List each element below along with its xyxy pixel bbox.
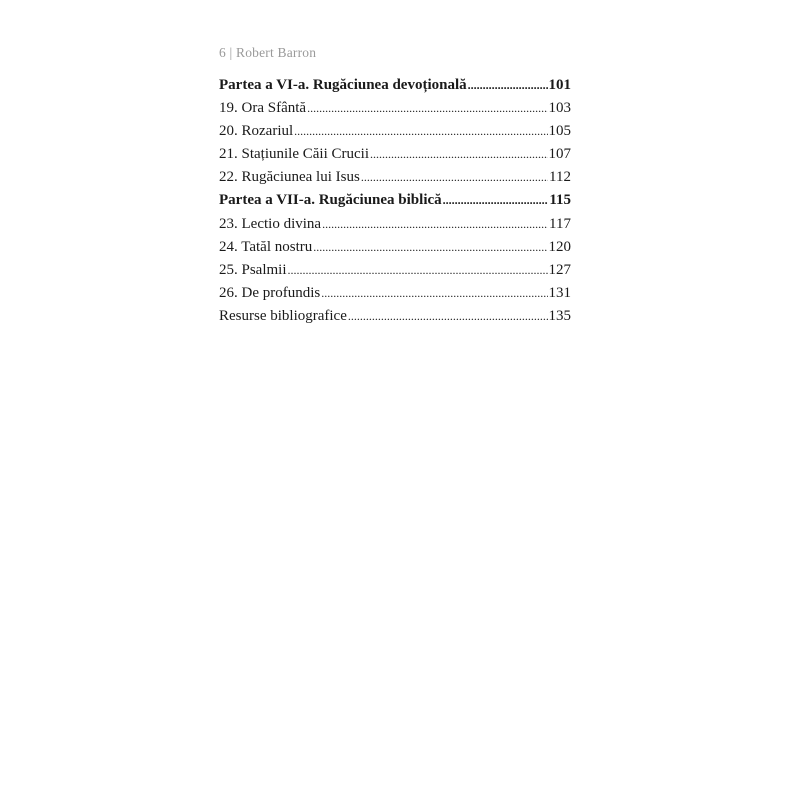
- toc-dot-leader: [313, 236, 547, 259]
- toc-entry-chapter: [219, 97, 571, 120]
- toc-dot-leader: [321, 282, 547, 305]
- toc-entry-page-number: 120: [548, 238, 571, 255]
- toc-dot-leader: [322, 213, 548, 236]
- toc-entry-page-number: 105: [548, 123, 571, 140]
- toc-entry-title: 25. Psalmii: [219, 261, 287, 278]
- toc-entry-page-number: 131: [548, 284, 571, 301]
- toc-entry-chapter: [219, 213, 571, 236]
- toc-entry-chapter: [219, 305, 571, 328]
- toc-entry-page-number: 135: [548, 307, 571, 324]
- toc-dot-leader: [288, 259, 548, 282]
- toc-entry-chapter: [219, 166, 571, 189]
- toc-entry-chapter: [219, 143, 571, 166]
- toc-dot-leader: [294, 120, 547, 143]
- toc-dot-leader: [307, 97, 547, 120]
- toc-entry-chapter: [219, 236, 571, 259]
- toc-entry-title: 19. Ora Sfântă: [219, 100, 307, 117]
- toc-entry-page-number: 101: [548, 77, 571, 93]
- toc-entry-title: Partea a VII-a. Rugăciunea biblică: [219, 192, 442, 209]
- toc-entry-title: 20. Rozariul: [219, 123, 294, 140]
- toc-dot-leader: [361, 166, 548, 189]
- table-of-contents: [219, 74, 571, 328]
- toc-entry-title: Resurse bibliografice: [219, 307, 347, 324]
- toc-entry-page-number: 112: [549, 169, 571, 186]
- toc-entry-title: 23. Lectio divina: [219, 215, 322, 232]
- toc-entry-chapter: [219, 120, 571, 143]
- toc-entry-title: 26. De profundis: [219, 284, 321, 301]
- toc-entry-chapter: [219, 282, 571, 305]
- toc-entry-part: [219, 74, 571, 97]
- running-head: 6 | Robert Barron: [219, 45, 317, 60]
- toc-entry-page-number: 103: [548, 100, 571, 117]
- toc-entry-title: 24. Tatăl nostru: [219, 238, 313, 255]
- toc-dot-leader: [370, 143, 548, 166]
- toc-entry-part: [219, 189, 571, 212]
- toc-entry-page-number: 117: [549, 215, 571, 232]
- toc-dot-leader: [443, 189, 549, 212]
- toc-entry-title: 22. Rugăciunea lui Isus: [219, 169, 360, 186]
- toc-dot-leader: [468, 74, 548, 97]
- toc-entry-page-number: 115: [549, 192, 571, 209]
- toc-entry-chapter: [219, 259, 571, 282]
- toc-dot-leader: [348, 305, 548, 328]
- toc-entry-title: Partea a VI-a. Rugăciunea devoțională: [219, 77, 467, 93]
- toc-entry-page-number: 107: [548, 146, 571, 163]
- toc-entry-page-number: 127: [548, 261, 571, 278]
- toc-entry-title: 21. Stațiunile Căii Crucii: [219, 146, 369, 163]
